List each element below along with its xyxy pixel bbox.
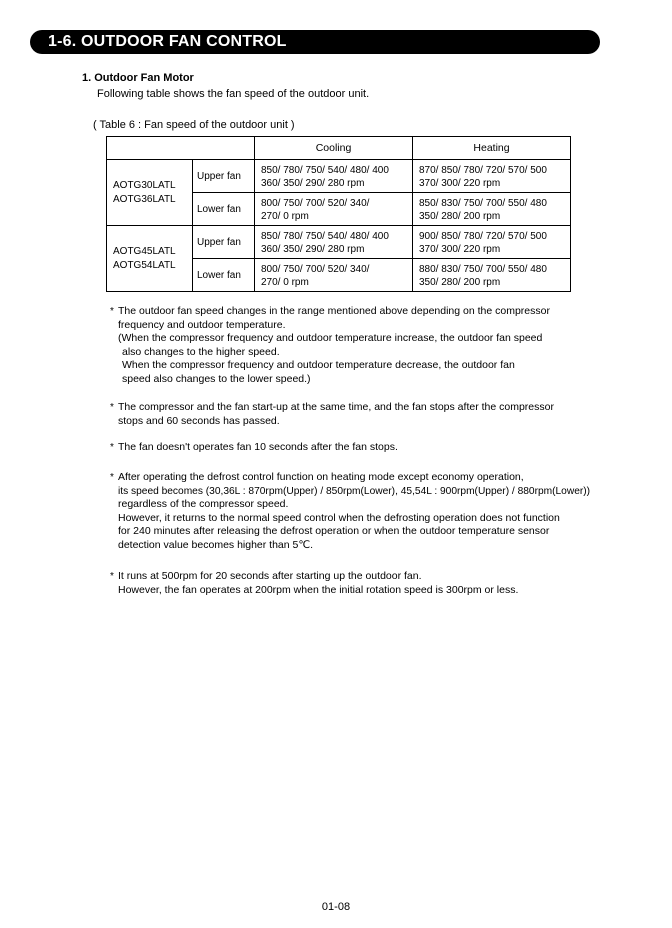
model-name: AOTG45LATL [113, 245, 176, 257]
header-blank-cell [107, 137, 255, 160]
heating-speed-cell [413, 160, 571, 193]
cooling-speed-cell [255, 193, 413, 226]
bullet-asterisk: * [110, 402, 114, 413]
note-line: The compressor and the fan start-up at the same time, and the fan stops after the compressor [118, 401, 554, 413]
fan-position-cell: Lower fan [193, 259, 255, 292]
heating-speed-cell [413, 193, 571, 226]
speed-line: 850/ 830/ 750/ 700/ 550/ 480 [419, 197, 547, 209]
fan-position-cell: Upper fan [193, 160, 255, 193]
table-caption: ( Table 6 : Fan speed of the outdoor unit ) [93, 119, 295, 131]
note-line: (When the compressor frequency and outdoor temperature increase, the outdoor fan speed [118, 332, 543, 344]
speed-line: 270/ 0 rpm [261, 276, 309, 288]
note-line: When the compressor frequency and outdoor temperature decrease, the outdoor fan [122, 359, 515, 371]
note-line: its speed becomes (30,36L : 870rpm(Upper) / 850rpm(Lower), 45,54L : 900rpm(Upper) / 880rpm(Lower)) [118, 485, 591, 497]
speed-line: 900/ 850/ 780/ 720/ 570/ 500 [419, 230, 547, 242]
cooling-speed-cell [255, 226, 413, 259]
note-startup [108, 401, 554, 428]
bullet-asterisk: * [110, 306, 114, 317]
note-fan-stop [108, 441, 398, 455]
bullet-asterisk: * [110, 442, 114, 453]
note-line: It runs at 500rpm for 20 seconds after starting up the outdoor fan. [118, 570, 422, 582]
section-header: 1-6. OUTDOOR FAN CONTROL [30, 30, 600, 54]
note-speed-range [108, 305, 550, 386]
heating-speed-cell [413, 259, 571, 292]
speed-line: 870/ 850/ 780/ 720/ 570/ 500 [419, 164, 547, 176]
note-startup-rpm [108, 570, 518, 597]
speed-line: 880/ 830/ 750/ 700/ 550/ 480 [419, 263, 547, 275]
fan-position-cell: Upper fan [193, 226, 255, 259]
speed-line: 350/ 280/ 200 rpm [419, 210, 501, 222]
note-line: After operating the defrost control function on heating mode except economy operation, [118, 471, 524, 483]
speed-line: 850/ 780/ 750/ 540/ 480/ 400 [261, 230, 389, 242]
page-number: 01-08 [321, 901, 351, 913]
speed-line: 370/ 300/ 220 rpm [419, 243, 501, 255]
speed-line: 370/ 300/ 220 rpm [419, 177, 501, 189]
speed-line: 850/ 780/ 750/ 540/ 480/ 400 [261, 164, 389, 176]
bullet-asterisk: * [110, 571, 114, 582]
intro-text: Following table shows the fan speed of the outdoor unit. [97, 88, 370, 100]
header-heating: Heating [413, 137, 571, 160]
section-title: 1. Outdoor Fan Motor [82, 72, 194, 84]
header-cooling: Cooling [255, 137, 413, 160]
speed-line: 270/ 0 rpm [261, 210, 309, 222]
speed-line: 360/ 350/ 290/ 280 rpm [261, 177, 365, 189]
note-line: for 240 minutes after releasing the defrost operation or when the outdoor temperature sensor [118, 525, 550, 537]
speed-line: 800/ 750/ 700/ 520/ 340/ [261, 263, 370, 275]
cooling-speed-cell [255, 259, 413, 292]
bullet-asterisk: * [110, 472, 114, 483]
note-line: stops and 60 seconds has passed. [118, 414, 280, 427]
model-name: AOTG54LATL [113, 259, 176, 271]
speed-line: 800/ 750/ 700/ 520/ 340/ [261, 197, 370, 209]
fan-speed-table [106, 136, 571, 292]
note-line: However, the fan operates at 200rpm when the initial rotation speed is 300rpm or less. [118, 583, 519, 596]
note-line: The outdoor fan speed changes in the range mentioned above depending on the compressor [118, 305, 550, 317]
table-header-row [107, 137, 571, 160]
fan-position-cell: Lower fan [193, 193, 255, 226]
note-line: frequency and outdoor temperature. [118, 318, 286, 331]
speed-line: 350/ 280/ 200 rpm [419, 276, 501, 288]
note-line: speed also changes to the lower speed.) [122, 372, 311, 385]
cooling-speed-cell [255, 160, 413, 193]
heating-speed-cell [413, 226, 571, 259]
note-line: also changes to the higher speed. [122, 345, 280, 358]
table-row [107, 226, 571, 259]
table-row [107, 160, 571, 193]
note-defrost [108, 471, 672, 552]
note-line: However, it returns to the normal speed control when the defrosting operation does not function [118, 511, 560, 524]
note-line: The fan doesn't operates fan 10 seconds after the fan stops. [118, 441, 398, 453]
note-line: detection value becomes higher than 5℃. [118, 538, 314, 551]
note-line: regardless of the compressor speed. [118, 498, 289, 510]
model-name: AOTG36LATL [113, 193, 176, 205]
model-cell [107, 160, 193, 226]
speed-line: 360/ 350/ 290/ 280 rpm [261, 243, 365, 255]
model-name: AOTG30LATL [113, 179, 176, 191]
model-cell [107, 226, 193, 292]
